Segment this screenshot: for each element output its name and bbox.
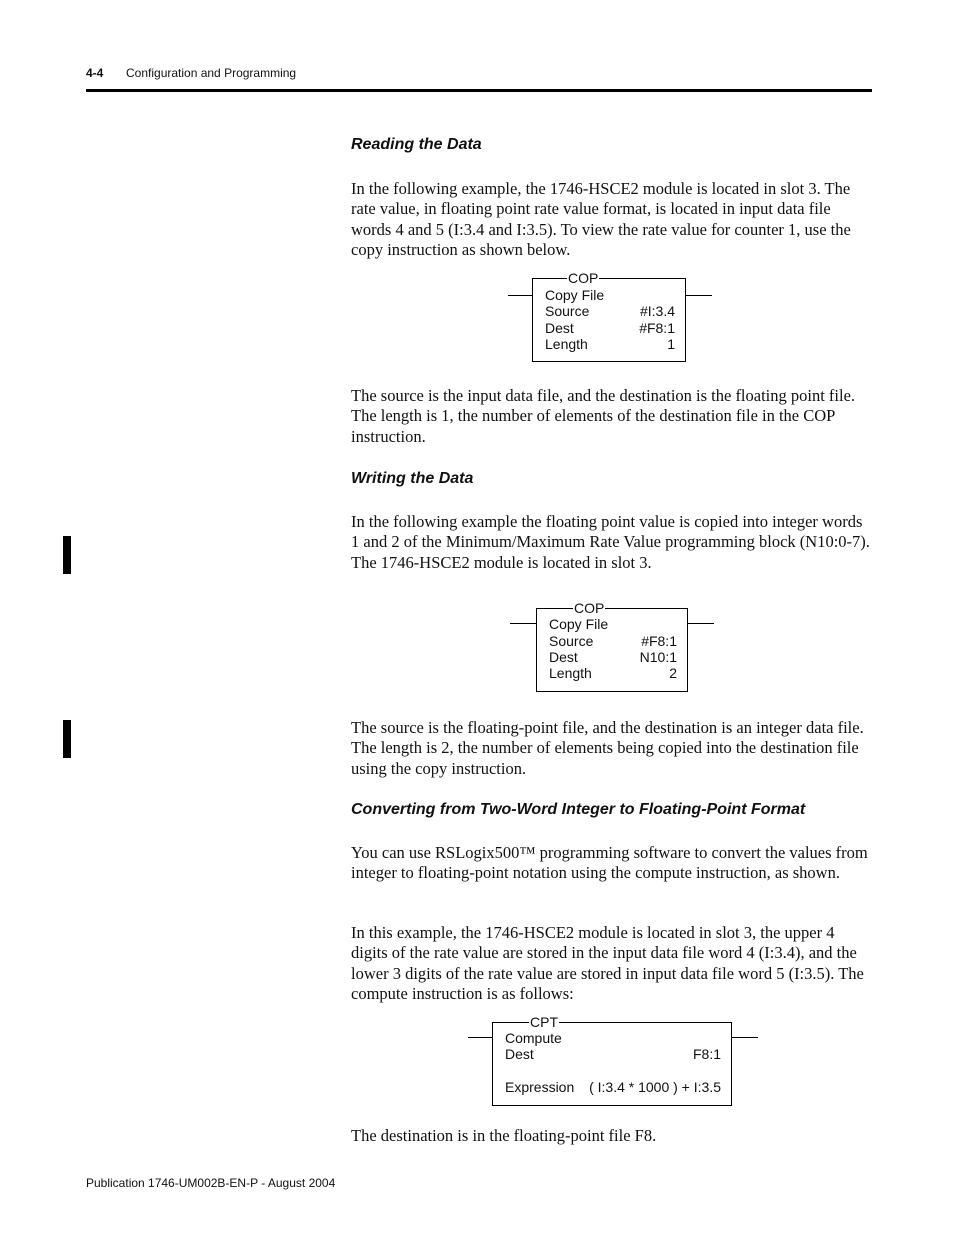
block-title-row [505, 1030, 721, 1046]
change-bar [63, 536, 71, 574]
instruction-name: COP [574, 600, 605, 616]
writing-explanation: The source is the floating-point file, and the destination is an integer data file. The length is 2, the number of elements being copied into the destination file using the copy instruction. [351, 718, 864, 778]
chapter-title: Configuration and Programming [126, 66, 297, 80]
block-row [545, 336, 675, 352]
row-label: Source [545, 303, 590, 319]
instruction-box [536, 600, 688, 692]
reading-intro: In the following example, the 1746-HSCE2 module is located in slot 3. The rate value, in floating point rate value format, is located in input data file words 4 and 5 (I:3.4 and I:3.5). To view the rate value for counter 1, use the copy instruction as shown below. [351, 179, 851, 259]
row-label: Length [545, 336, 588, 352]
instruction-name: CPT [530, 1014, 558, 1030]
row-label: Dest [545, 320, 574, 336]
writing-intro: In the following example the floating point value is copied into integer words 1 and 2 of the Minimum/Maximum Rate Value programming block (N10:0-7). The 1746-HSCE2 module is located in slot 3. [351, 512, 870, 572]
row-value: N10:1 [639, 649, 677, 665]
publication-footer: Publication 1746-UM002B-EN-P - August 2004 [86, 1176, 336, 1190]
block-title-row [545, 287, 675, 303]
row-value: F8:1 [692, 1046, 721, 1062]
row-label: Source [549, 633, 594, 649]
converting-conclusion: The destination is in the floating-point file F8. [351, 1126, 657, 1145]
row-label: Length [549, 665, 592, 681]
block-row [549, 665, 677, 681]
instruction-name: COP [568, 270, 599, 286]
cop-write-block [510, 600, 714, 692]
cpt-block [468, 1014, 758, 1106]
change-bar [63, 720, 71, 758]
instruction-box [492, 1014, 732, 1106]
rung-right [688, 623, 714, 624]
block-row [505, 1046, 721, 1062]
writing-heading: Writing the Data [351, 470, 474, 487]
rung-left [508, 295, 532, 296]
cop-read-block [508, 270, 712, 362]
row-value: #F8:1 [641, 633, 677, 649]
page-number: 4-4 [86, 66, 104, 80]
reading-heading: Reading the Data [351, 136, 482, 153]
row-label: Dest [549, 649, 578, 665]
row-value: 1 [667, 336, 675, 352]
expression-label: Expression [505, 1079, 575, 1095]
block-row [549, 649, 677, 665]
block-title: Copy File [545, 287, 605, 303]
header-rule [86, 89, 872, 92]
rung-right [732, 1037, 758, 1038]
converting-intro: You can use RSLogix500™ programming software to convert the values from integer to floating-point notation using the compute instruction, as shown. [351, 843, 868, 883]
instruction-box [532, 270, 686, 362]
block-title-row [549, 616, 677, 632]
row-value: #I:3.4 [639, 303, 675, 319]
expression-value: ( I:3.4 * 1000 ) + I:3.5 [589, 1079, 721, 1095]
row-label: Dest [505, 1046, 534, 1062]
row-value: #F8:1 [639, 320, 675, 336]
converting-example: In this example, the 1746-HSCE2 module is located in slot 3, the upper 4 digits of the rate value are stored in the input data file word 4 (I:3.4), and the lower 3 digits of the rate value are stored in input data file word 5 (I:3.5). The compute instruction is as follows: [351, 923, 864, 1003]
rung-left [468, 1037, 492, 1038]
rung-left [510, 623, 536, 624]
block-row [549, 633, 677, 649]
expression-row [505, 1079, 721, 1095]
block-title: Copy File [549, 616, 609, 632]
reading-explanation: The source is the input data file, and the destination is the floating point file. The length is 1, the number of elements of the destination file in the COP instruction. [351, 386, 856, 446]
block-row [545, 320, 675, 336]
block-title: Compute [505, 1030, 562, 1046]
row-value: 2 [669, 665, 677, 681]
rung-right [686, 295, 712, 296]
converting-heading: Converting from Two-Word Integer to Floating-Point Format [351, 801, 806, 818]
block-row [545, 303, 675, 319]
